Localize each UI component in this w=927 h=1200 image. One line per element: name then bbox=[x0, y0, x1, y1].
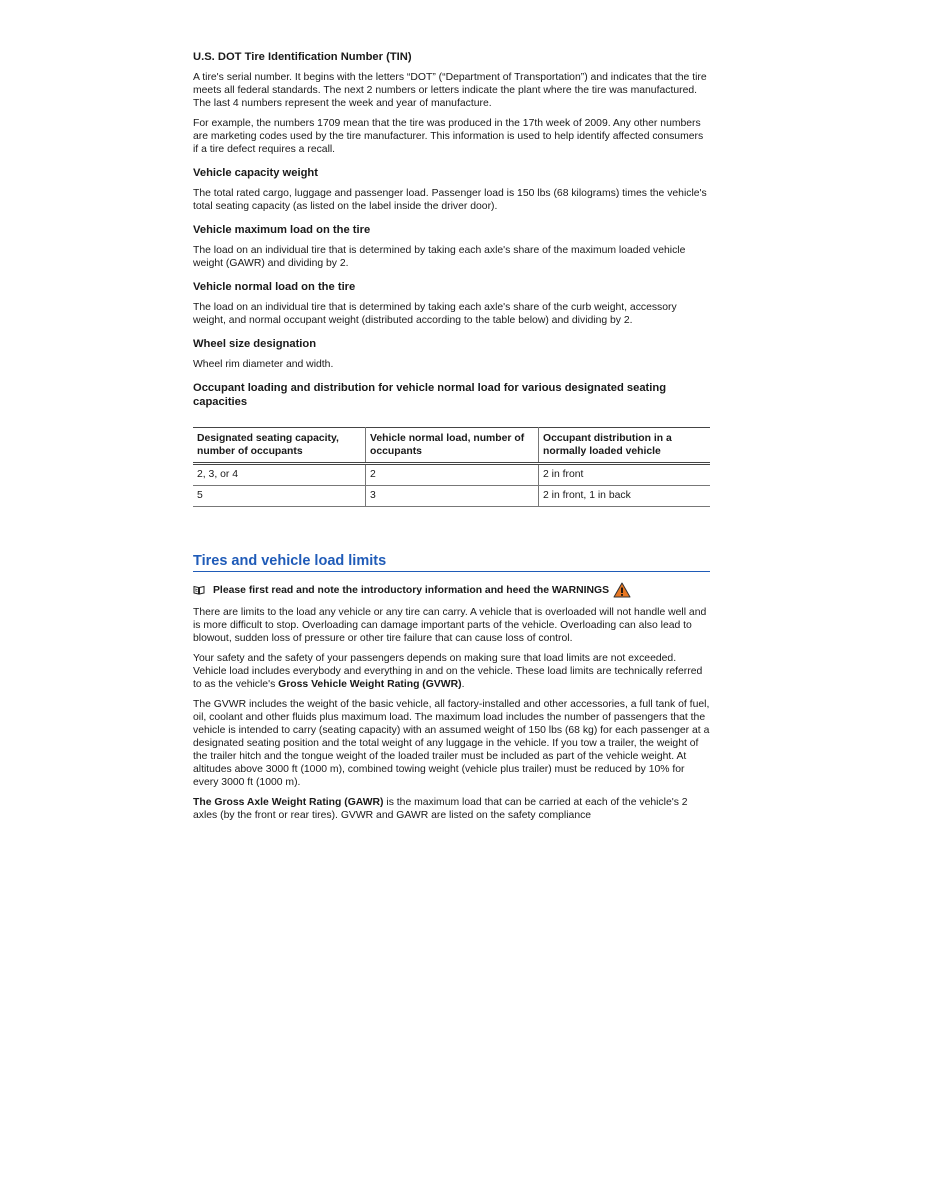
occupant-heading: Occupant loading and distribution for vehicle normal load for various designated seating capacities bbox=[193, 382, 667, 408]
occupant-table-wrapper bbox=[193, 427, 710, 507]
intro-notice bbox=[193, 582, 710, 598]
section-max-load bbox=[193, 223, 710, 270]
load-limits-paragraph-1: There are limits to the load any vehicle or any tire can carry. A vehicle that is overloaded will not handle well and is more difficult to stop. Overloading can damage important parts of the vehicle. Overloading can also lead to blowout, sudden loss of pressure or other tire failure that can cause loss of control. bbox=[193, 607, 707, 644]
gvwr-term: Gross Vehicle Weight Rating (GVWR) bbox=[278, 679, 462, 690]
table-header-distribution: Occupant distribution in a normally loaded vehicle bbox=[539, 428, 711, 464]
table-row bbox=[193, 486, 710, 507]
normal-load-heading: Vehicle normal load on the tire bbox=[193, 281, 356, 293]
tires-load-limits-title: Tires and vehicle load limits bbox=[193, 553, 710, 572]
wheel-paragraph: Wheel rim diameter and width. bbox=[193, 359, 334, 370]
capacity-heading: Vehicle capacity weight bbox=[193, 167, 318, 179]
occupant-table bbox=[193, 427, 710, 507]
table-cell: 3 bbox=[366, 486, 539, 507]
table-cell: 2 bbox=[366, 464, 539, 486]
table-row bbox=[193, 464, 710, 486]
table-header-normal-load: Vehicle normal load, number of occupants bbox=[366, 428, 539, 464]
manual-page bbox=[193, 50, 710, 829]
notice-text: Please first read and note the introductory information and heed the WARNINGS bbox=[213, 584, 610, 596]
wheel-heading: Wheel size designation bbox=[193, 338, 317, 350]
gvwr-period: . bbox=[461, 679, 465, 690]
table-cell: 2 in front bbox=[539, 464, 711, 486]
table-cell: 5 bbox=[193, 486, 366, 507]
load-limits-paragraph-4 bbox=[193, 796, 710, 822]
gawr-text: is the maximum load that can be carried at each of the vehicle's 2 axles (by the front or rear tires). GVWR and GAWR are listed on the safety compliance bbox=[193, 797, 688, 821]
max-load-heading: Vehicle maximum load on the tire bbox=[193, 224, 371, 236]
table-header-row bbox=[193, 428, 710, 464]
gawr-term: The Gross Axle Weight Rating (GAWR) bbox=[193, 797, 384, 808]
tin-paragraph-2: For example, the numbers 1709 mean that the tire was produced in the 17th week of 2009. Any other numbers are marketing codes used by the tire manufacturer. This information is used to help identify affected consumers if a tire defect requires a recall. bbox=[193, 118, 704, 155]
capacity-paragraph: The total rated cargo, luggage and passenger load. Passenger load is 150 lbs (68 kilograms) times the vehicle's total seating capacity (as listed on the label inside the driver door). bbox=[193, 188, 707, 212]
tin-heading: U.S. DOT Tire Identification Number (TIN) bbox=[193, 51, 412, 63]
load-limits-paragraph-3: The GVWR includes the weight of the basic vehicle, all factory-installed and other accessories, a full tank of fuel, oil, coolant and other fluids plus maximum load. The maximum load includes the number of passengers that the vehicle is intended to carry (seating capacity) with an assumed weight of 150 lbs (68 kg) for each passenger at a designated seating position and the total weight of any luggage in the vehicle. If you tow a trailer, the weight of the trailer hitch and the tongue weight of the loaded trailer must be included as part of the vehicle weight. At altitudes above 3000 ft (1000 m), combined towing weight (vehicle plus trailer) must be reduced by 10% for every 3000 ft (1000 m). bbox=[193, 699, 710, 788]
normal-load-paragraph: The load on an individual tire that is determined by taking each axle's share of the curb weight, accessory weight, and normal occupant weight (distributed according to the table below) and dividing by 2. bbox=[193, 302, 677, 326]
load-limits-paragraph-2 bbox=[193, 652, 710, 691]
section-normal-load bbox=[193, 280, 710, 327]
warning-triangle-icon bbox=[613, 582, 631, 598]
gvwr-intro-text: Your safety and the safety of your passengers depends on making sure that load limits are not exceeded. Vehicle load includes everybody and everything in and on the vehicle. These load limits are technically referred to as the vehicle's bbox=[193, 653, 703, 690]
book-icon bbox=[193, 585, 205, 595]
max-load-paragraph: The load on an individual tire that is determined by taking each axle's share of the maximum loaded vehicle weight (GAWR) and dividing by 2. bbox=[193, 245, 686, 269]
section-tin bbox=[193, 50, 710, 156]
section-capacity-weight bbox=[193, 166, 710, 213]
table-cell: 2, 3, or 4 bbox=[193, 464, 366, 486]
table-header-seating-capacity: Designated seating capacity, number of occupants bbox=[193, 428, 366, 464]
table-cell: 2 in front, 1 in back bbox=[539, 486, 711, 507]
section-wheel-size bbox=[193, 337, 710, 371]
tin-paragraph-1: A tire's serial number. It begins with the letters “DOT” (“Department of Transportation”) and indicates that the tire meets all federal standards. The next 2 numbers or letters indicate the plant where the tire was manufactured. The last 4 numbers represent the week and year of manufacture. bbox=[193, 72, 707, 109]
section-occupant-loading bbox=[193, 381, 710, 409]
